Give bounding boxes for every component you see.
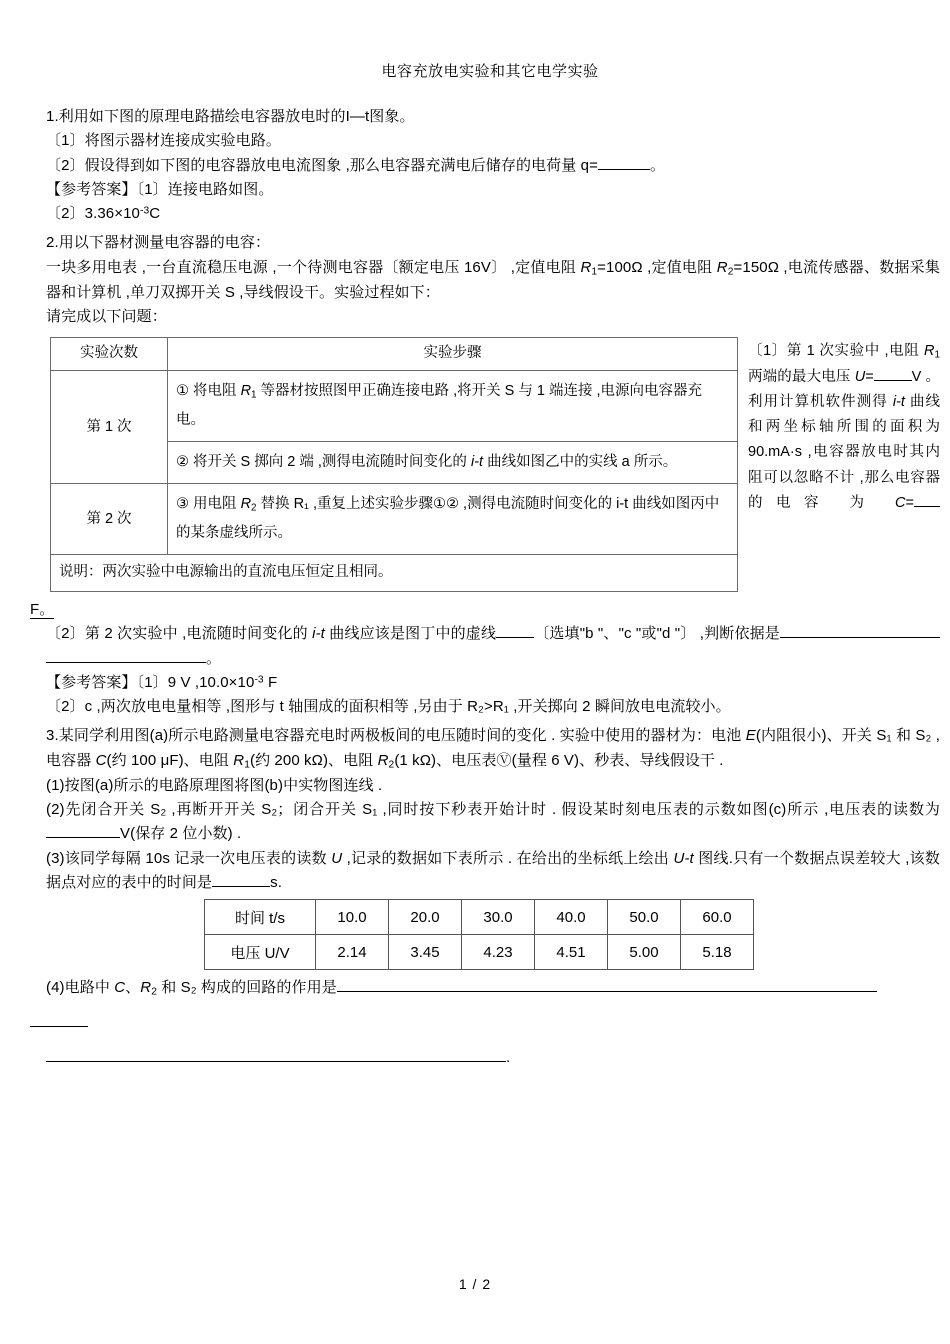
- step-2-pre: ② 将开关 S 掷向 2 端 ,测得电流随时间变化的: [176, 454, 471, 471]
- step-2-var: i-t: [470, 454, 484, 471]
- data-row2-label: 电压 U/V: [205, 935, 316, 970]
- q3-var-u: U: [331, 849, 343, 867]
- answer-blank-c[interactable]: [914, 506, 940, 507]
- answer-blank-voltmeter[interactable]: [46, 837, 120, 838]
- experiment-steps-table: [50, 337, 738, 592]
- q3-sub3-d: s.: [270, 873, 282, 891]
- q2-ask: 请完成以下问题：: [46, 308, 167, 326]
- side-var-r1: R: [924, 343, 935, 360]
- q2-answer-2: 〔2〕c ,两次放电电量相等 ,图形与 t 轴围成的面积相等 ,另由于 R₂>R₁ ,开关掷向 2 瞬间放电电流较小。: [46, 698, 731, 716]
- q3-var-c: C: [95, 751, 107, 769]
- q2-sub2-pre: 〔2〕第 2 次实验中 ,电流随时间变化的: [46, 625, 313, 643]
- side-question-column: [748, 339, 940, 516]
- page-footer: 1 / 2: [458, 1276, 492, 1292]
- side-text-5: 曲线和两坐标轴所围的面积为 90.mA·s ,电容器放电时其内阻可以忽略不计 ,那么电容器的电容 为: [748, 393, 941, 511]
- q3-sub3-a: (3)该同学每隔 10s 记录一次电压表的读数: [46, 849, 332, 867]
- step-1: [168, 371, 738, 442]
- q2-sub2-it: i-t: [312, 625, 325, 643]
- q3-sub4-end: .: [506, 1048, 511, 1066]
- q3-sub4-line2: [0, 1011, 950, 1035]
- q2-var-r2-sub: 2: [727, 266, 734, 278]
- table-note: 说明：两次实验中电源输出的直流电压恒定且相同。: [51, 555, 738, 592]
- data-row1-label: 时间 t/s: [205, 900, 316, 935]
- q3-stem-5: (1 kΩ)、电压表Ⓥ(量程 6 V)、秒表、导线假设干 .: [394, 751, 724, 769]
- step-3-pre: ③ 用电阻: [176, 496, 241, 513]
- q3-stem: [0, 724, 950, 773]
- side-text-2: 两端的最大电压: [748, 368, 855, 385]
- data-cell: 4.51: [535, 935, 608, 970]
- q1-answer-2: [0, 202, 950, 226]
- q1-answer2-sup: -3: [139, 205, 150, 217]
- table-row: [51, 555, 738, 592]
- q1-answer-label: 【参考答案】〔1〕连接电路如图。: [46, 180, 274, 198]
- answer-blank-circuit-role-2[interactable]: [30, 1026, 88, 1027]
- q1-sub1: 〔1〕将图示器材连接成实验电路。: [46, 132, 281, 150]
- side-var-it: i-t: [892, 393, 905, 410]
- table-row: [51, 371, 738, 442]
- side-var-r1-sub: 1: [934, 349, 940, 361]
- row-label-first: 第 1 次: [51, 371, 168, 484]
- q2-equip-text-1: 一块多用电表 ,一台直流稳压电源 ,一个待测电容器〔额定电压 16V〕 ,定值电阻: [46, 258, 581, 276]
- q1-sub2-text: 〔2〕假设得到如下图的电容器放电电流图象 ,那么电容器充满电后储存的电荷量 q=: [46, 156, 598, 174]
- q2-f-text: F。: [30, 600, 55, 618]
- q3-var-ut: U-t: [673, 849, 694, 867]
- step-1-post: 等器材按照图甲正确连接电路 ,将开关 S 与 1 端连接 ,电源向电容器充电。: [176, 383, 703, 429]
- steps-table-zone: [0, 337, 950, 592]
- q2-answer-label: 【参考答案】〔1〕9 V ,10.0×10: [46, 673, 255, 691]
- q1-answer2-post: C: [149, 205, 161, 223]
- q2-sub2-end: 。: [206, 649, 222, 667]
- table-row: [205, 900, 754, 935]
- data-cell: 40.0: [535, 900, 608, 935]
- answer-blank[interactable]: [598, 169, 650, 170]
- q3-var-r1-sub: 1: [244, 759, 250, 771]
- step-3-var: R: [240, 496, 252, 513]
- q3-stem-3: (约 100 μF)、电阻: [106, 751, 234, 769]
- q3-sub4-var-r2-sub: 2: [151, 986, 157, 998]
- q1-sub2-tail: 。: [649, 156, 666, 174]
- q3-sub3: [0, 847, 950, 896]
- page-title: 电容充放电实验和其它电学实验: [381, 63, 599, 80]
- q2-equip-text-3: =150Ω ,电流传感器、数据采集器和计算机 ,单刀双掷开关 S ,导线假设干。实验过程如下：: [46, 258, 940, 301]
- q2-answer-1: [0, 671, 950, 695]
- measurement-data-table-wrap: [0, 899, 950, 970]
- step-2-post: 曲线如图乙中的实线 a 所示。: [483, 454, 678, 471]
- step-1-pre: ① 将电阻: [176, 383, 241, 400]
- data-cell: 5.18: [681, 935, 754, 970]
- data-cell: 2.14: [316, 935, 389, 970]
- table-row: [205, 935, 754, 970]
- side-var-u: U: [854, 368, 866, 385]
- q3-var-r2-sub: 2: [388, 759, 395, 771]
- q3-sub4-line3: [0, 1046, 950, 1070]
- data-cell: 5.00: [608, 935, 681, 970]
- q3-stem-4: (约 200 kΩ)、电阻: [249, 751, 378, 769]
- q2-answer-sup: -3: [254, 674, 264, 686]
- table-row: [51, 484, 738, 555]
- q2-var-r2: R: [716, 258, 728, 276]
- answer-blank-circuit-role-3[interactable]: [46, 1061, 506, 1062]
- q1-stem: 1.利用如下图的原理电路描绘电容器放电时的I—t图象。: [46, 108, 415, 125]
- q3-stem-2: (内阻很小)、开关 S₁ 和 S₂ ,电容器: [46, 727, 941, 769]
- data-cell: 20.0: [389, 900, 462, 935]
- step-3-post: 替换 R₁ ,重复上述实验步骤①② ,测得电流随时间变化的 i-t 曲线如图丙中的某条虚线所示。: [176, 496, 720, 542]
- data-cell: 3.45: [389, 935, 462, 970]
- q3-sub4-b: 、: [125, 979, 141, 997]
- q2-equipment: [0, 256, 950, 305]
- step-2: [168, 442, 738, 484]
- q3-sub3-c: 图线.只有一个数据点误差较大 ,该数据点对应的表中的时间是: [46, 849, 941, 891]
- table-header-row: [51, 338, 738, 371]
- answer-blank-circuit-role-1[interactable]: [337, 991, 877, 992]
- q2-sub2-choice: 〔选填"b "、"c "或"d "〕 ,判断依据是: [534, 625, 780, 643]
- q3-sub2-b: V(保存 2 位小数) .: [120, 825, 242, 843]
- q3-sub4-d: 和 S₂ 构成的回路的作用是: [156, 979, 337, 997]
- step-1-var: R: [240, 383, 252, 400]
- row-label-second: 第 2 次: [51, 484, 168, 555]
- q3-var-r1: R: [233, 751, 245, 769]
- q2-sub2-mid: 曲线应该是图丁中的虚线: [324, 625, 497, 643]
- q3-sub2: [0, 798, 950, 847]
- header-times: 实验次数: [51, 338, 168, 371]
- q2-stem: 2.用以下器材测量电容器的电容：: [46, 234, 271, 252]
- header-steps: 实验步骤: [168, 338, 738, 371]
- answer-blank-time[interactable]: [212, 886, 270, 887]
- data-cell: 10.0: [316, 900, 389, 935]
- side-text-4: V 。 利用计算机软件测得: [748, 368, 941, 410]
- data-cell: 50.0: [608, 900, 681, 935]
- side-var-c: C: [895, 494, 906, 511]
- q2-sub2: [0, 622, 950, 671]
- step-3-sub: 2: [251, 502, 257, 514]
- q3-sub1: (1)按图(a)所示的电路原理图将图(b)中实物图连线 .: [46, 776, 383, 794]
- answer-blank-u[interactable]: [874, 380, 912, 381]
- q3-stem-1: 3.某同学利用图(a)所示电路测量电容器充电时两极板间的电压随时间的变化 . 实验中使用的器材为：电池: [46, 727, 746, 745]
- q3-sub4-var-c: C: [114, 979, 126, 997]
- step-1-sub: 1: [251, 389, 257, 401]
- q3-var-e: E: [745, 727, 756, 745]
- data-cell: 60.0: [681, 900, 754, 935]
- answer-blank-reason-1[interactable]: [780, 637, 940, 638]
- q3-sub4-var-r2: R: [140, 979, 152, 997]
- q3-var-r2: R: [377, 751, 389, 769]
- q1-answer2-pre: 〔2〕3.36×10: [46, 205, 140, 223]
- q3-sub4-a: (4)电路中: [46, 979, 115, 997]
- side-text-6: =: [905, 494, 914, 511]
- q2-answer-post: F: [263, 673, 278, 691]
- data-cell: 4.23: [462, 935, 535, 970]
- q1-sub2: [0, 154, 950, 178]
- q2-var-r1-sub: 1: [591, 266, 598, 278]
- q3-sub3-b: ,记录的数据如下表所示 . 在给出的坐标纸上绘出: [342, 849, 674, 867]
- side-text-1: 〔1〕第 1 次实验中 ,电阻: [748, 343, 925, 360]
- measurement-data-table: [204, 899, 754, 970]
- side-text-3: =: [865, 368, 874, 385]
- q2-continuation-f: [0, 598, 950, 622]
- answer-blank-curve[interactable]: [496, 637, 534, 638]
- step-3: [168, 484, 738, 555]
- data-cell: 30.0: [462, 900, 535, 935]
- q3-sub2-a: (2)先闭合开关 S₂ ,再断开开关 S₂；闭合开关 S₁ ,同时按下秒表开始计时 . 假设某时刻电压表的示数如图(c)所示 ,电压表的读数为: [46, 801, 940, 819]
- q3-sub4: [0, 976, 950, 1001]
- answer-blank-reason-2[interactable]: [46, 662, 206, 663]
- q2-var-r1: R: [580, 258, 592, 276]
- q2-equip-text-2: =100Ω ,定值电阻: [597, 258, 713, 276]
